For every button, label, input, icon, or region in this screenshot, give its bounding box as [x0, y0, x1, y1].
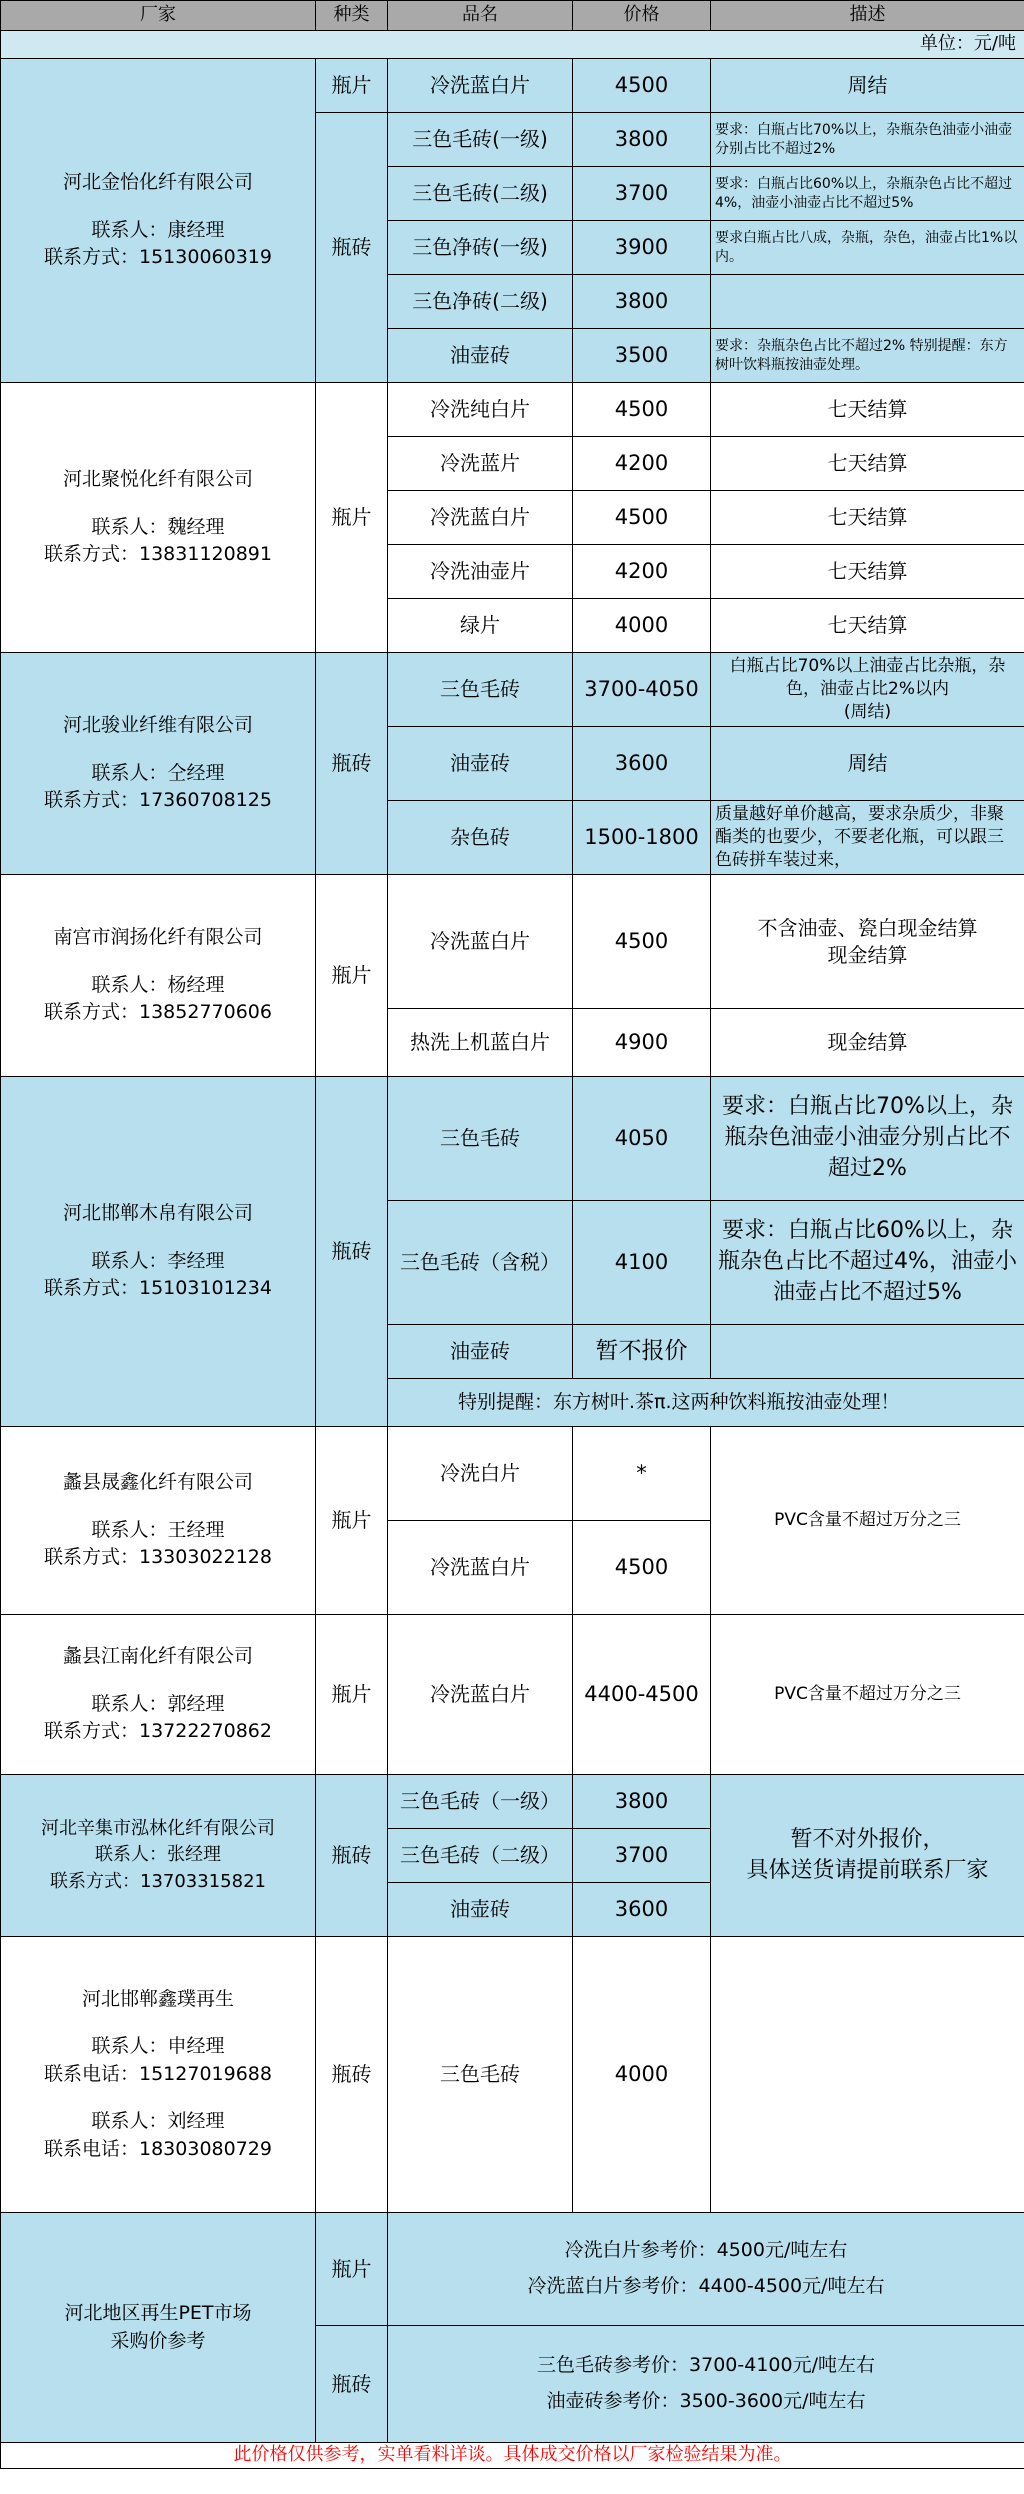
company-phone: 联系方式：13831120891 — [44, 543, 272, 566]
company-contact: 联系人：杨经理 — [91, 973, 225, 996]
product-name: 热洗上机蓝白片 — [388, 1009, 573, 1077]
product-desc: 要求：白瓶占比60%以上，杂瓶杂色占比不超过4%，油壶小油壶占比不超过5% — [711, 167, 1024, 221]
company-phone: 联系方式：15103101234 — [44, 1277, 272, 1300]
product-price: 3900 — [573, 221, 711, 275]
product-price: 3800 — [573, 275, 711, 329]
company-cell — [1, 875, 316, 1077]
unit-row — [1, 31, 1024, 59]
company-contact: 联系人：申经理 — [91, 2035, 225, 2058]
notice-row — [1, 2443, 1024, 2469]
company-cell — [1, 1077, 316, 1427]
product-price: 4400-4500 — [573, 1615, 711, 1775]
company-contact: 联系人：张经理 — [95, 1844, 221, 1866]
product-price: 3600 — [573, 1883, 711, 1937]
company-contact: 联系人：康经理 — [91, 218, 225, 241]
product-price: 3600 — [573, 727, 711, 801]
header-price: 价格 — [573, 1, 711, 31]
company-name: 河北辛集市泓林化纤有限公司 — [41, 1818, 275, 1840]
company-cell — [1, 383, 316, 653]
product-price: 4000 — [573, 599, 711, 653]
company-contact: 联系人：刘经理 — [91, 2110, 225, 2133]
product-type: 瓶砖 — [316, 653, 388, 875]
company-name: 蠡县江南化纤有限公司 — [62, 1645, 253, 1668]
product-desc: 七天结算 — [711, 437, 1024, 491]
product-price: 1500-1800 — [573, 801, 711, 875]
product-desc — [711, 275, 1024, 329]
product-name: 三色毛砖 — [388, 1937, 573, 2213]
product-type: 瓶片 — [316, 59, 388, 113]
market-subtitle: 采购价参考 — [110, 2329, 206, 2352]
company-name: 南宫市润扬化纤有限公司 — [53, 926, 263, 949]
product-price: 4900 — [573, 1009, 711, 1077]
product-price: 4000 — [573, 1937, 711, 2213]
header-row — [1, 1, 1024, 31]
special-notice: 特别提醒：东方树叶.茶π.这两种饮料瓶按油壶处理！ — [388, 1379, 1024, 1427]
product-desc: PVC含量不超过万分之三 — [711, 1615, 1024, 1775]
company-cell — [1, 1775, 316, 1937]
product-type: 瓶砖 — [316, 1077, 388, 1427]
product-name: 油壶砖 — [388, 1325, 573, 1379]
header-product: 品名 — [388, 1, 573, 31]
desc-line: (周结) — [843, 701, 892, 722]
market-title: 河北地区再生PET市场 — [64, 2301, 252, 2324]
company-cell — [1, 653, 316, 875]
disclaimer-text: 此价格仅供参考，实单看料详谈。具体成交价格以厂家检验结果为准。 — [1, 2443, 1024, 2469]
product-name: 三色毛砖(二级) — [388, 167, 573, 221]
product-price: 4200 — [573, 437, 711, 491]
market-ref-line: 油壶砖参考价：3500-3600元/吨左右 — [546, 2390, 866, 2412]
product-desc: 质量越好单价越高，要求杂质少，非聚酯类的也要少，不要老化瓶，可以跟三色砖拼车装过来， — [711, 801, 1024, 875]
company-cell — [1, 1427, 316, 1615]
company-phone: 联系电话：18303080729 — [44, 2137, 272, 2160]
product-name: 冷洗蓝片 — [388, 437, 573, 491]
market-ref-line: 三色毛砖参考价：3700-4100元/吨左右 — [537, 2354, 875, 2377]
product-desc: 七天结算 — [711, 545, 1024, 599]
product-name: 三色毛砖(一级) — [388, 113, 573, 167]
market-ref-line: 冷洗蓝白片参考价：4400-4500元/吨左右 — [527, 2275, 885, 2297]
company-phone: 联系电话：15127019688 — [44, 2062, 272, 2085]
product-desc: 要求：杂瓶杂色占比不超过2% 特别提醒：东方树叶饮料瓶按油壶处理。 — [711, 329, 1024, 383]
product-name: 油壶砖 — [388, 727, 573, 801]
product-type: 瓶片 — [316, 383, 388, 653]
product-price: 3700 — [573, 167, 711, 221]
product-name: 冷洗蓝白片 — [388, 59, 573, 113]
product-name: 冷洗蓝白片 — [388, 1521, 573, 1615]
product-price: 3800 — [573, 113, 711, 167]
header-factory: 厂家 — [1, 1, 316, 31]
desc-line: 具体送货请提前联系厂家 — [746, 1857, 989, 1883]
product-desc: 要求：白瓶占比70%以上，杂瓶杂色油壶小油壶分别占比不超过2% — [711, 113, 1024, 167]
company-name: 河北聚悦化纤有限公司 — [62, 468, 253, 491]
product-type: 瓶片 — [316, 1615, 388, 1775]
product-desc: 周结 — [711, 59, 1024, 113]
product-name: 冷洗蓝白片 — [388, 875, 573, 1009]
company-cell — [1, 1937, 316, 2213]
product-price: 4050 — [573, 1077, 711, 1201]
market-ref — [388, 2326, 1024, 2443]
product-desc: 要求：白瓶占比60%以上，杂瓶杂色占比不超过4%，油壶小油壶占比不超过5% — [711, 1201, 1024, 1325]
product-price: 3700-4050 — [573, 653, 711, 727]
product-name: 三色毛砖（含税） — [388, 1201, 573, 1325]
product-type: 瓶砖 — [316, 1775, 388, 1937]
product-name: 三色净砖(二级) — [388, 275, 573, 329]
company-contact: 联系人：郭经理 — [91, 1692, 225, 1715]
product-desc — [711, 875, 1024, 1009]
product-desc: 现金结算 — [711, 1009, 1024, 1077]
company-contact: 联系人：仝经理 — [91, 761, 225, 784]
product-type: 瓶片 — [316, 1427, 388, 1615]
company-phone: 联系方式：13722270862 — [44, 1720, 272, 1743]
product-desc: 周结 — [711, 727, 1024, 801]
company-phone: 联系方式：17360708125 — [44, 789, 272, 812]
product-type: 瓶片 — [316, 875, 388, 1077]
product-price: 4500 — [573, 383, 711, 437]
product-type: 瓶砖 — [316, 113, 388, 383]
product-name: 三色净砖(一级) — [388, 221, 573, 275]
desc-line: 暂不对外报价， — [790, 1826, 945, 1852]
product-price: 3500 — [573, 329, 711, 383]
product-name: 油壶砖 — [388, 1883, 573, 1937]
product-name: 冷洗油壶片 — [388, 545, 573, 599]
product-price: 3800 — [573, 1775, 711, 1829]
product-price: 4500 — [573, 59, 711, 113]
product-desc: 七天结算 — [711, 599, 1024, 653]
product-desc: 要求：白瓶占比70%以上，杂瓶杂色油壶小油壶分别占比不超过2% — [711, 1077, 1024, 1201]
unit-label: 单位：元/吨 — [1, 31, 1024, 59]
product-desc: 七天结算 — [711, 383, 1024, 437]
company-name: 河北邯郸鑫璞再生 — [81, 1987, 234, 2010]
product-name: 冷洗蓝白片 — [388, 491, 573, 545]
product-price: 3700 — [573, 1829, 711, 1883]
product-name: 三色毛砖（一级） — [388, 1775, 573, 1829]
market-ref-line: 冷洗白片参考价：4500元/吨左右 — [564, 2239, 848, 2262]
header-desc: 描述 — [711, 1, 1024, 31]
desc-line: 白瓶占比70%以上油壶占比杂瓶，杂色，油壶占比2%以内 — [729, 656, 1006, 700]
product-name: 杂色砖 — [388, 801, 573, 875]
product-name: 三色毛砖（二级） — [388, 1829, 573, 1883]
market-ref — [388, 2213, 1024, 2326]
product-desc: 要求白瓶占比八成，杂瓶，杂色，油壶占比1%以内。 — [711, 221, 1024, 275]
company-phone: 联系方式：13852770606 — [44, 1001, 272, 1024]
product-name: 绿片 — [388, 599, 573, 653]
desc-line: 现金结算 — [827, 942, 908, 967]
product-price: 4200 — [573, 545, 711, 599]
product-name: 三色毛砖 — [388, 1077, 573, 1201]
product-name: 三色毛砖 — [388, 653, 573, 727]
company-phone: 联系方式：13303022128 — [44, 1546, 272, 1569]
product-name: 冷洗白片 — [388, 1427, 573, 1521]
company-name: 蠡县晟鑫化纤有限公司 — [62, 1471, 253, 1494]
company-name: 河北邯郸木帛有限公司 — [62, 1202, 253, 1225]
product-price: 4500 — [573, 875, 711, 1009]
company-name: 河北骏业纤维有限公司 — [62, 714, 253, 737]
company-cell — [1, 59, 316, 383]
market-type: 瓶砖 — [316, 2326, 388, 2443]
company-name: 河北金怡化纤有限公司 — [62, 171, 253, 194]
company-cell — [1, 1615, 316, 1775]
company-contact: 联系人：魏经理 — [91, 515, 225, 538]
product-price: 暂不报价 — [573, 1325, 711, 1379]
company-contact: 联系人：王经理 — [91, 1518, 225, 1541]
product-name: 冷洗蓝白片 — [388, 1615, 573, 1775]
product-price: 4500 — [573, 491, 711, 545]
product-name: 油壶砖 — [388, 329, 573, 383]
product-desc: 七天结算 — [711, 491, 1024, 545]
product-price: 4500 — [573, 1521, 711, 1615]
header-type: 种类 — [316, 1, 388, 31]
product-desc — [711, 1937, 1024, 2213]
product-type: 瓶砖 — [316, 1937, 388, 2213]
market-type: 瓶片 — [316, 2213, 388, 2326]
market-cell — [1, 2213, 316, 2443]
product-desc: PVC含量不超过万分之三 — [711, 1427, 1024, 1615]
product-price: * — [573, 1427, 711, 1521]
product-price: 4100 — [573, 1201, 711, 1325]
desc-line: 不含油壶、瓷白现金结算 — [757, 915, 978, 940]
product-name: 冷洗纯白片 — [388, 383, 573, 437]
company-phone: 联系方式：13703315821 — [50, 1870, 266, 1892]
product-desc — [711, 1325, 1024, 1379]
company-contact: 联系人：李经理 — [91, 1249, 225, 1272]
product-desc — [711, 1775, 1024, 1937]
company-phone: 联系方式：15130060319 — [44, 246, 272, 269]
product-desc — [711, 653, 1024, 727]
